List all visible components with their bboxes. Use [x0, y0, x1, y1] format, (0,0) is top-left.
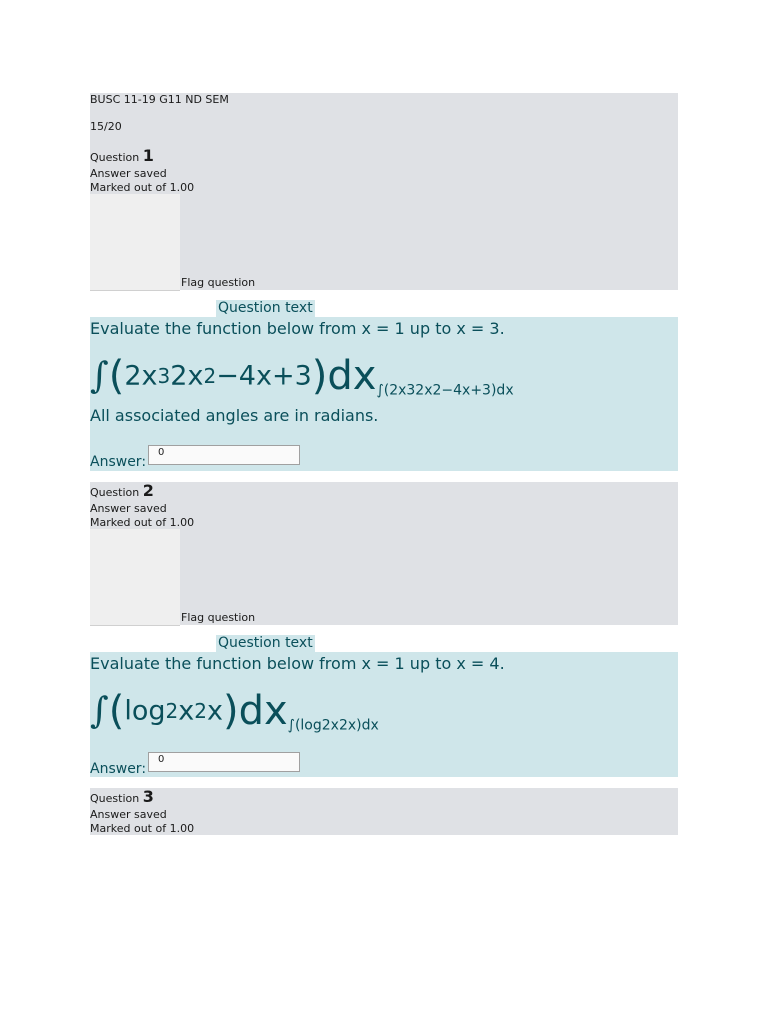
question-1-prompt: Evaluate the function below from x = 1 up to x = 3.	[90, 319, 505, 338]
course-title: BUSC 11-19 G11 ND SEM	[90, 93, 229, 106]
question-1-formula	[90, 353, 514, 399]
formula-term: x	[207, 695, 223, 727]
formula-term: 2x	[124, 360, 158, 392]
question-2-text-label: Question text	[218, 635, 313, 651]
question-label: Question	[90, 151, 140, 164]
formula-term: 2x	[170, 360, 204, 392]
question-1-note: All associated angles are in radians.	[90, 406, 379, 425]
question-2-heading	[90, 481, 154, 500]
question-1-answer-input[interactable]	[148, 445, 300, 465]
formula-term: log	[124, 695, 166, 727]
question-3-heading	[90, 787, 154, 806]
formula-term: −4x+3	[216, 360, 312, 392]
formula-sub: 3	[157, 364, 171, 388]
formula-term: x	[178, 695, 195, 727]
question-2-formula	[90, 688, 379, 734]
formula-inline-text: ∫(log2x2x)dx	[287, 717, 379, 734]
question-2-answer-input[interactable]	[148, 752, 300, 772]
close-paren: )	[222, 688, 239, 734]
quiz-score: 15/20	[90, 120, 122, 133]
flag-question-2-link[interactable]: Flag question	[181, 611, 256, 624]
question-3-info-panel	[90, 788, 678, 835]
question-3-status: Answer saved	[90, 808, 167, 821]
question-2-status: Answer saved	[90, 502, 167, 515]
question-2-flag-area	[90, 529, 180, 626]
question-1-text-label: Question text	[218, 300, 313, 316]
close-paren: )	[311, 353, 328, 399]
question-number: 1	[142, 146, 154, 165]
formula-sub: 2	[194, 699, 207, 723]
answer-label: Answer:	[90, 454, 147, 470]
formula-inline-text: ∫(2x32x2−4x+3)dx	[376, 382, 514, 399]
formula-sub: 2	[165, 699, 179, 723]
question-3-marked: Marked out of 1.00	[90, 822, 195, 835]
question-1-heading	[90, 146, 154, 165]
integral-sign: ∫	[90, 690, 109, 732]
open-paren: (	[108, 688, 125, 734]
quiz-header-panel	[90, 93, 678, 290]
question-1-content	[90, 317, 678, 471]
question-2-info-panel	[90, 482, 678, 625]
answer-label: Answer:	[90, 761, 147, 777]
question-number: 2	[142, 481, 154, 500]
question-label: Question	[90, 792, 140, 805]
flag-question-1-link[interactable]: Flag question	[181, 276, 256, 289]
question-1-marked: Marked out of 1.00	[90, 181, 195, 194]
formula-sub: 2	[203, 364, 217, 388]
open-paren: (	[108, 353, 125, 399]
formula-dx: dx	[327, 353, 377, 399]
formula-dx: dx	[238, 688, 288, 734]
question-2-marked: Marked out of 1.00	[90, 516, 195, 529]
integral-sign: ∫	[90, 355, 109, 397]
question-1-flag-area	[90, 194, 180, 291]
question-1-status: Answer saved	[90, 167, 167, 180]
question-2-prompt: Evaluate the function below from x = 1 up to x = 4.	[90, 654, 505, 673]
question-number: 3	[142, 787, 154, 806]
question-label: Question	[90, 486, 140, 499]
question-2-content	[90, 652, 678, 777]
